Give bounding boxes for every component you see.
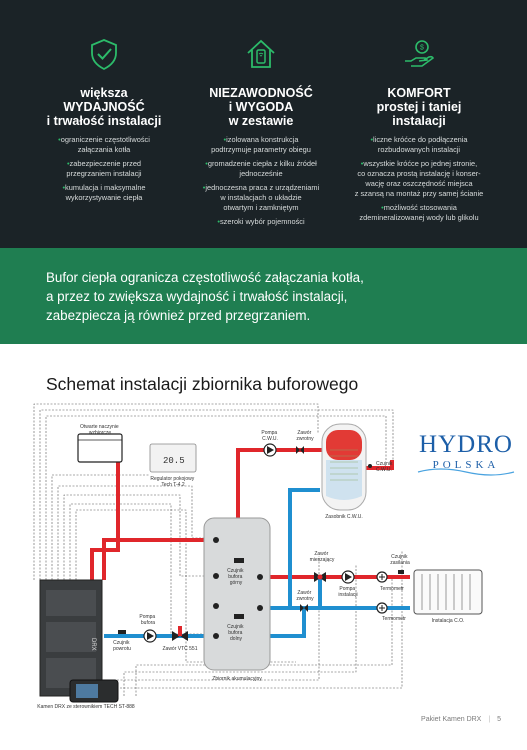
list-item: • jednoczesna praca z urządzeniami w instalacjach o układzie otwartym i zamkniętym	[186, 183, 336, 213]
label-sensor-bottom: Czujnik bufora dolny	[227, 624, 244, 642]
label-boiler: Kamen DRX ze sterownikiem TECH ST-888	[37, 704, 135, 710]
label-pump-installation: Pompa instalacji	[338, 586, 358, 598]
label-check-valve-1: Zawór zwrotny	[296, 430, 314, 442]
list-item: • zabezpieczenie przed przegrzaniem instalacji	[29, 159, 179, 179]
installation-diagram	[0, 400, 527, 710]
sensor-return	[118, 630, 126, 634]
label-sensor-supply: Czujnik zasilania	[390, 554, 410, 566]
hydro-polska-logo	[418, 431, 514, 475]
label-sensor-top: Czujnik bufora górny	[227, 568, 244, 586]
shield-check-icon	[87, 37, 121, 71]
room-regulator	[150, 444, 196, 472]
svg-text:HYDRO: HYDRO	[419, 431, 513, 458]
label-thermometer-2: Termometr	[382, 616, 406, 622]
feature-bullets	[186, 135, 336, 231]
sensor-cwu	[368, 464, 372, 468]
label-pump-cwu: Pompa C.W.U.	[261, 430, 278, 442]
list-item: • kumulacja i maksymalne wykorzystywanie ciepła	[29, 183, 179, 203]
open-expansion-vessel	[78, 434, 122, 462]
radiator	[414, 570, 482, 614]
check-valve-cwu	[296, 446, 304, 454]
sensor-supply	[398, 570, 404, 574]
svg-text:POLSKA: POLSKA	[432, 459, 500, 471]
thermometer-return	[377, 603, 387, 613]
list-item: • gromadzenie ciepła z kilku źródeł jednocześnie	[186, 159, 336, 179]
home-wifi-icon	[244, 37, 278, 71]
label-radiator: Instalacja C.O.	[431, 618, 465, 624]
label-pump-buffer: Pompa bufora	[139, 614, 156, 626]
list-item: • możliwość stosowania zdemineralizowanej wody lub glikolu	[344, 203, 494, 223]
feature-title: KOMFORT prostej i taniej instalacji	[376, 86, 462, 128]
svg-text:DRX: DRX	[90, 638, 96, 651]
feature-title: większa WYDAJNOŚĆ i trwałość instalacji	[46, 86, 162, 128]
list-item: • szeroki wybór pojemności	[186, 217, 336, 227]
boiler	[40, 580, 118, 702]
label-open-vessel: Otwarte naczynie wzbiorcze	[79, 424, 119, 436]
summary-text: Bufor ciepła ogranicza częstotliwość załączania kotła, a przez to zwiększa wydajność i trwałość instalacji, zabezpiecza ją również przed przegrzaniem.	[46, 270, 364, 323]
label-room-regulator: Regulator pokojowy Tech T-4.2	[150, 476, 195, 488]
summary-band	[0, 248, 527, 344]
features-section	[0, 0, 527, 248]
feature-bullets	[29, 135, 179, 207]
label-mixing-valve: Zawór mieszający	[309, 551, 335, 563]
schema-title: Schemat instalacji zbiornika buforowego	[46, 374, 359, 394]
label-sensor-return: Czujnik powrotu	[113, 640, 131, 652]
page-footer: Pakiet Kamen DRX | 5	[421, 716, 501, 723]
page-number: 5	[497, 716, 501, 723]
list-item: • wszystkie króćce po jednej stronie, co oznacza prostą instalację i konser- wację oraz oszczędność miejsca z szansą na montaż przy samej ścianie	[344, 159, 494, 199]
list-item: • izolowana konstrukcja podtrzymuje parametry obiegu	[186, 135, 336, 155]
label-thermometer-1: Termometr	[380, 586, 404, 592]
feature-bullets	[344, 135, 494, 227]
label-vtc-valve: Zawór VTC 551	[162, 646, 198, 652]
vtc-valve	[172, 626, 188, 641]
label-sensor-cwu: Czujnik C.W.U.	[376, 461, 393, 473]
label-buffer-tank: Zbiornik akumulacyjny	[212, 676, 262, 682]
list-item: • ograniczenie częstotliwości załączania kotła	[29, 135, 179, 155]
list-item: • liczne króćce do podłączenia rozbudowanych instalacji	[344, 135, 494, 155]
footer-title: Pakiet Kamen DRX	[421, 716, 482, 723]
thermometer-supply	[377, 572, 387, 582]
cwu-tank	[322, 424, 366, 510]
svg-text:20.5: 20.5	[163, 456, 185, 466]
svg-text:$: $	[420, 44, 424, 52]
feature-title: NIEZAWODNOŚĆ i WYGODA w zestawie	[209, 86, 313, 128]
hand-coin-icon	[402, 37, 436, 71]
label-cwu-tank: Zasobnik C.W.U.	[325, 514, 363, 520]
label-check-valve-2: Zawór zwrotny	[296, 590, 314, 602]
buffer-tank	[204, 518, 270, 670]
